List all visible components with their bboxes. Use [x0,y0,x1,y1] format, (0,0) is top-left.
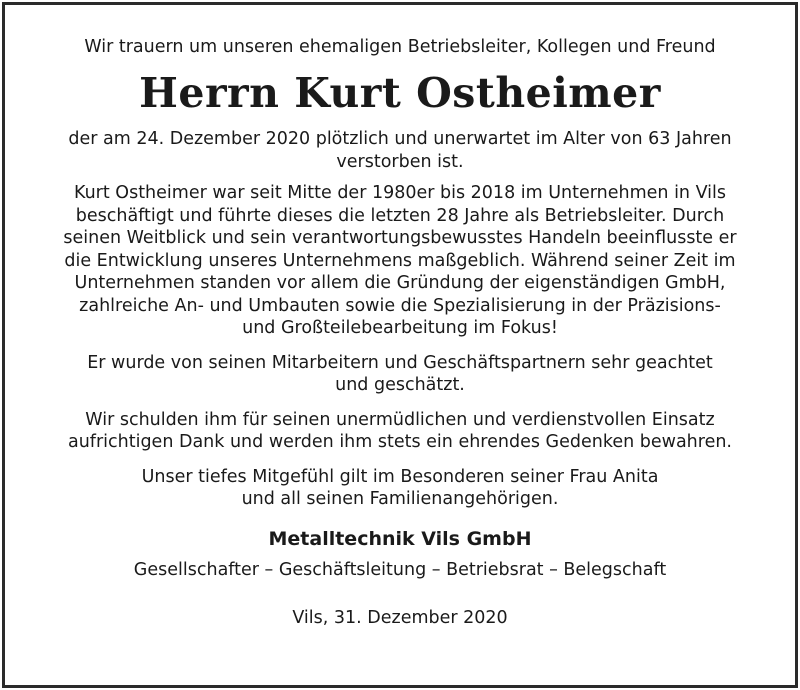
company-name: Metalltechnik Vils GmbH [268,527,532,550]
signatories: Gesellschafter – Geschäftsleitung – Betriebsrat – Belegschaft [133,559,667,580]
thanks-paragraph [40,409,760,454]
paragraph-line: zahlreiche An- und Umbauten sowie die Spezialisierung in der Präzisions- [79,295,721,316]
paragraph-line: Unser tiefes Mitgefühl gilt im Besonderen seiner Frau Anita [141,466,659,487]
paragraph-line: Unternehmen standen vor allem die Gründung der eigenständigen GmbH, [74,273,726,293]
paragraph-line: seinen Weitblick und sein verantwortungsbewusstes Handeln beeinflusste er [63,228,737,248]
obituary-notice [40,36,760,629]
paragraph-line: Kurt Ostheimer war seit Mitte der 1980er bis 2018 im Unternehmen in Vils [73,183,727,203]
paragraph-line: aufrichtigen Dank und werden ihm stets ein ehrendes Gedenken bewahren. [67,432,732,452]
paragraph-line: und geschätzt. [335,375,465,395]
paragraph-line: verstorben ist. [336,151,464,172]
place-date: Vils, 31. Dezember 2020 [292,607,508,628]
paragraph-line: Er wurde von seinen Mitarbeitern und Geschäftspartnern sehr geachtet [87,352,713,373]
paragraph-line: und Großteilebearbeitung im Fokus! [242,318,558,338]
paragraph-line: beschäftigt und führte dieses die letzten 28 Jahre als Betriebsleiter. Durch [75,205,725,226]
paragraph-line: und all seinen Familienangehörigen. [241,489,559,509]
death-paragraph [40,128,760,173]
sympathy-paragraph [40,466,760,511]
career-paragraph [40,182,760,340]
paragraph-line: Wir schulden ihm für seinen unermüdlichen und verdienstvollen Einsatz [85,409,715,430]
intro-text: Wir trauern um unseren ehemaligen Betriebsleiter, Kollegen und Freund [84,37,716,57]
paragraph-line: der am 24. Dezember 2020 plötzlich und unerwartet im Alter von 63 Jahren [68,129,732,149]
paragraph-line: die Entwicklung unseres Unternehmens maßgeblich. Während seiner Zeit im [64,250,736,271]
respect-paragraph [40,352,760,397]
deceased-name: Herrn Kurt Ostheimer [139,69,661,117]
